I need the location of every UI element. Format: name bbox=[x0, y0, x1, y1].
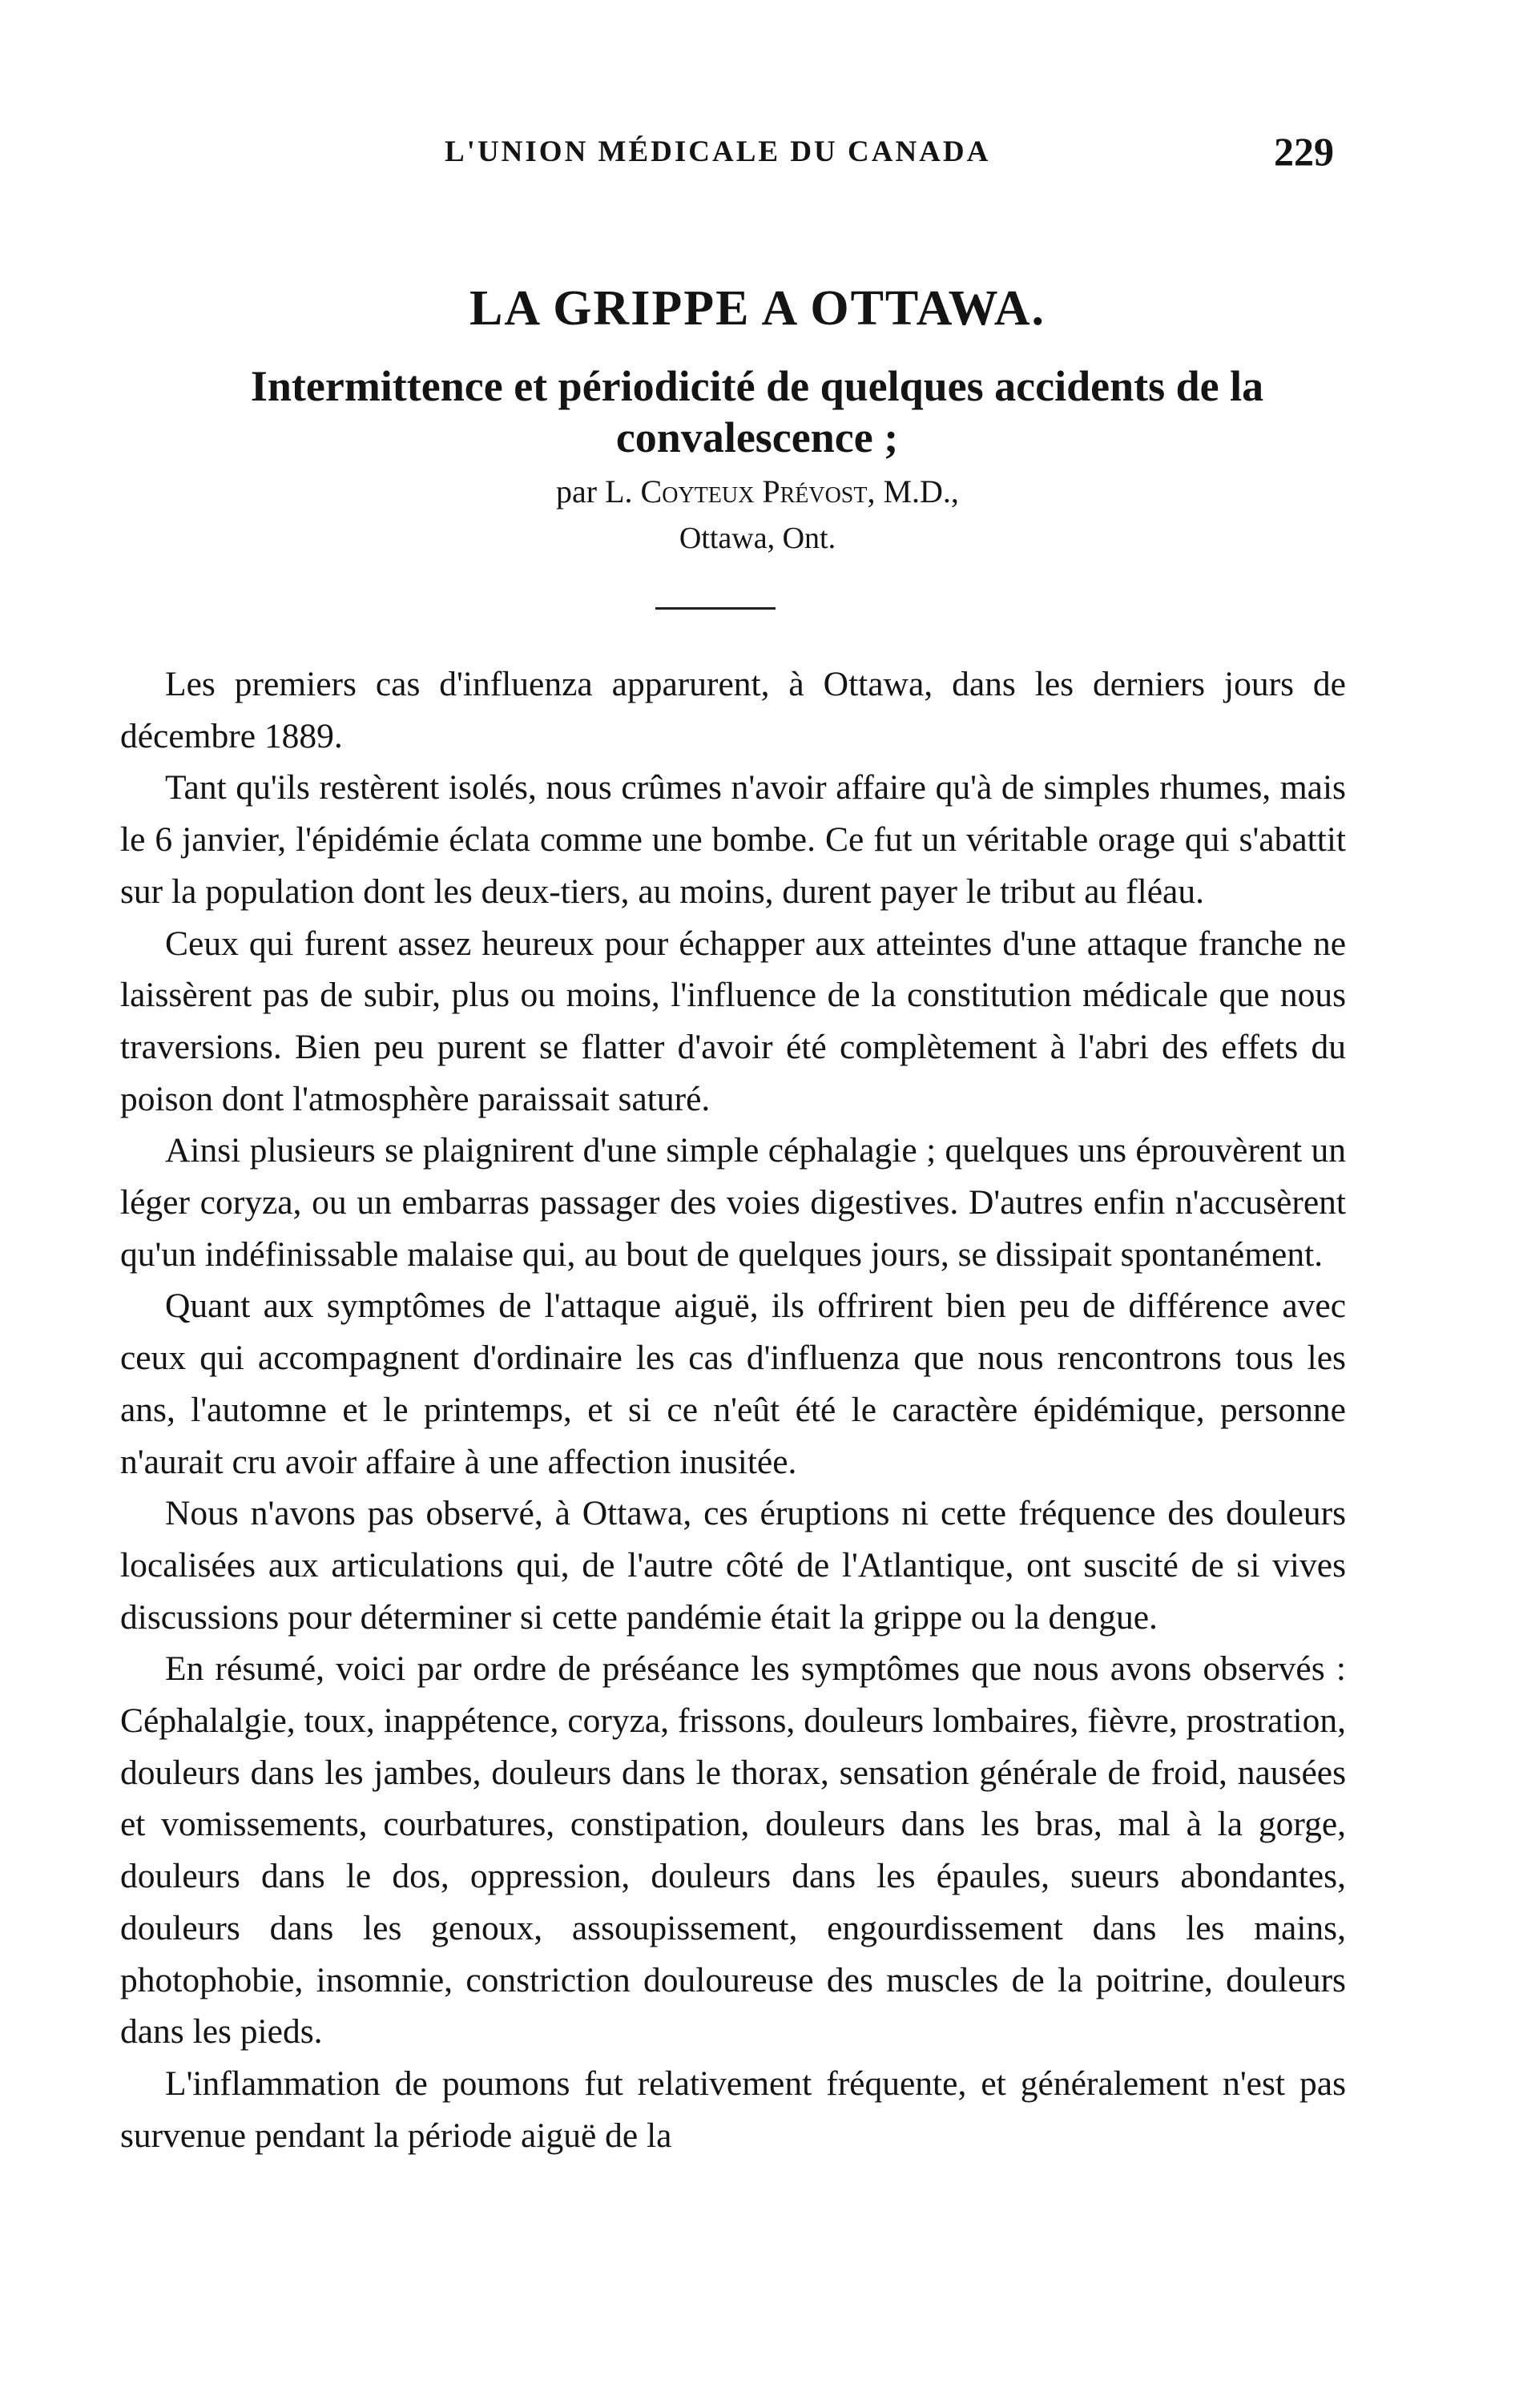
article-title: LA GRIPPE A OTTAWA. bbox=[469, 281, 1046, 336]
article-body bbox=[120, 658, 1346, 2161]
section-divider bbox=[655, 607, 776, 610]
paragraph: Ceux qui furent assez heureux pour échapper aux atteintes d'une attaque franche ne laissèrent pas de subir, plus ou moins, l'influence de la constitution médicale que nous traversions. Bien peu purent se flatter d'avoir été complètement à l'abri des effets du poison dont l'atmosphère paraissait saturé. bbox=[120, 924, 1346, 1118]
paragraph: Tant qu'ils restèrent isolés, nous crûmes n'avoir affaire qu'à de simples rhumes, mais le 6 janvier, l'épidémie éclata comme une bombe. Ce fut un véritable orage qui s'abattit sur la population dont les deux-tiers, au moins, durent payer le tribut au fléau. bbox=[120, 768, 1346, 911]
byline bbox=[0, 473, 1515, 510]
paragraph: Quant aux symptômes de l'attaque aiguë, ils offrirent bien peu de différence avec ceux qui accompagnent d'ordinaire les cas d'influenza que nous rencontrons tous les ans, l'automne et le printemps, et si ce n'eût été le caractère épidémique, personne n'aurait cru avoir affaire à une affection inusitée. bbox=[120, 1287, 1346, 1481]
author-name: L. Coyteux Prévost, M.D., bbox=[605, 473, 959, 509]
byline-prefix: par bbox=[556, 473, 598, 509]
paragraph: L'inflammation de poumons fut relativement fréquente, et généralement n'est pas survenue pendant la période aiguë de la bbox=[120, 2064, 1346, 2155]
paragraph: Les premiers cas d'influenza apparurent, à Ottawa, dans les derniers jours de décembre 1889. bbox=[120, 665, 1346, 755]
paragraph: Ainsi plusieurs se plaignirent d'une simple céphalagie ; quelques uns éprouvèrent un léger coryza, ou un embarras passager des voies digestives. D'autres enfin n'accusèrent qu'un indéfinissable malaise qui, au bout de quelques jours, se dissipait spontanément. bbox=[120, 1131, 1346, 1274]
journal-title: L'UNION MÉDICALE DU CANADA bbox=[445, 135, 991, 168]
paragraph: En résumé, voici par ordre de préséance les symptômes que nous avons observés : Céphalalgie, toux, inappétence, coryza, frissons, douleurs lombaires, fièvre, prostration, douleurs dans les jambes, douleurs dans le thorax, sensation générale de froid, nausées et vomissements, courbatures, constipation, douleurs dans les bras, mal à la gorge, douleurs dans le dos, oppression, douleurs dans les épaules, sueurs abondantes, douleurs dans les genoux, assoupissement, engourdissement dans les mains, photophobie, insomnie, constriction douloureuse des muscles de la poitrine, douleurs dans les pieds. bbox=[120, 1649, 1346, 2052]
author-location: Ottawa, Ont. bbox=[679, 521, 836, 555]
article-subtitle: Intermittence et périodicité de quelques accidents de la convalescence ; bbox=[250, 362, 1264, 461]
paragraph: Nous n'avons pas observé, à Ottawa, ces éruptions ni cette fréquence des douleurs localisées aux articulations qui, de l'autre côté de l'Atlantique, ont suscité de si vives discussions pour déterminer si cette pandémie était la grippe ou la dengue. bbox=[120, 1494, 1346, 1637]
page-number: 229 bbox=[1274, 129, 1334, 174]
running-head bbox=[0, 129, 1515, 183]
